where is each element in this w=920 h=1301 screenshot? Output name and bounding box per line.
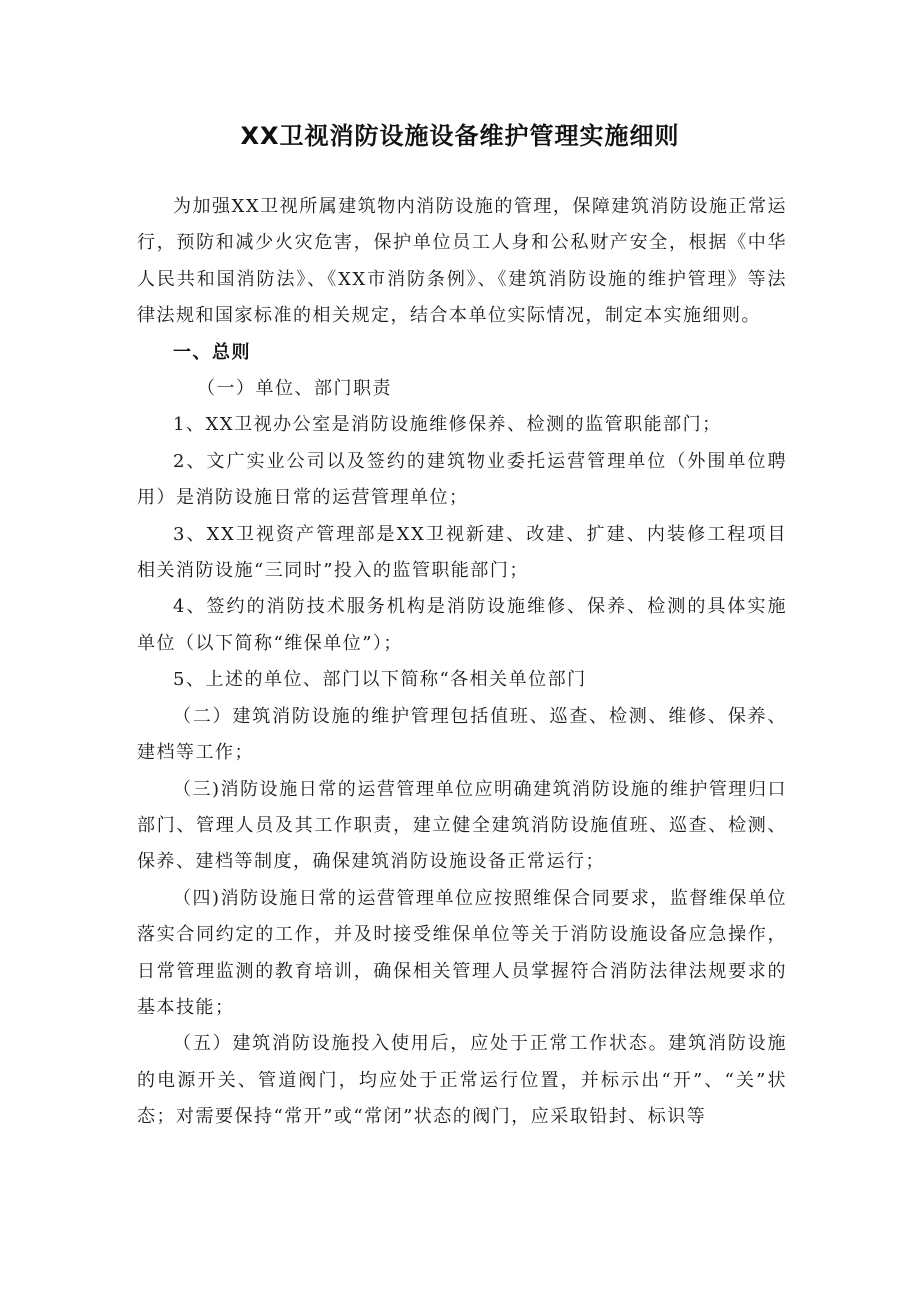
- section-heading-general: 一、总则: [173, 341, 251, 363]
- subsection-2-paragraph: （二）建筑消防设施的维护管理包括值班、巡查、检测、维修、保养、建档等工作；: [137, 705, 787, 764]
- document-title: XX卫视消防设施设备维护管理实施细则: [240, 122, 680, 150]
- subsection-3-paragraph: （三)消防设施日常的运营管理单位应明确建筑消防设施的维护管理归口部门、管理人员及其工作职责，建立健全建筑消防设施值班、巡查、检测、保养、建档等制度，确保建筑消防设施设备正常运行；: [137, 778, 787, 873]
- duty-item-2: 2、文广实业公司以及签约的建筑物业委托运营管理单位（外围单位聘用）是消防设施日常的运营管理单位；: [137, 450, 787, 509]
- duty-item-5: 5、上述的单位、部门以下简称“各相关单位部门: [173, 669, 587, 691]
- duty-item-4: 4、签约的消防技术服务机构是消防设施维修、保养、检测的具体实施单位（以下简称“维保单位”）；: [137, 596, 787, 654]
- subsection-4-paragraph: （四)消防设施日常的运营管理单位应按照维保合同要求，监督维保单位落实合同约定的工作，并及时接受维保单位等关于消防设施设备应急操作，日常管理监测的教育培训，确保相关管理人员掌握符合消防法律法规要求的基本技能；: [137, 887, 787, 1018]
- document-body: [137, 189, 787, 1136]
- duty-item-1: 1、XX卫视办公室是消防设施维修保养、检测的监管职能部门；: [173, 414, 722, 436]
- subsection-5-paragraph: （五）建筑消防设施投入使用后，应处于正常工作状态。建筑消防设施的电源开关、管道阀门，均应处于正常运行位置，并标示出“开”、“关”状态；对需要保持“常开”或“常闭”状态的阀门，应采取铅封、标识等: [137, 1033, 787, 1128]
- duty-item-3: 3、XX卫视资产管理部是XX卫视新建、改建、扩建、内装修工程项目相关消防设施“三同时”投入的监管职能部门；: [137, 523, 787, 582]
- subsection-duties-heading: （一）单位、部门职责: [197, 378, 392, 400]
- intro-paragraph: 为加强XX卫视所属建筑物内消防设施的管理，保障建筑消防设施正常运行，预防和减少火灾危害，保护单位员工人身和公私财产安全，根据《中华人民共和国消防法》、《XX市消防条例》、《建筑消防设施的维护管理》等法律法规和国家标准的相关规定，结合本单位实际情况，制定本实施细则。: [137, 196, 787, 327]
